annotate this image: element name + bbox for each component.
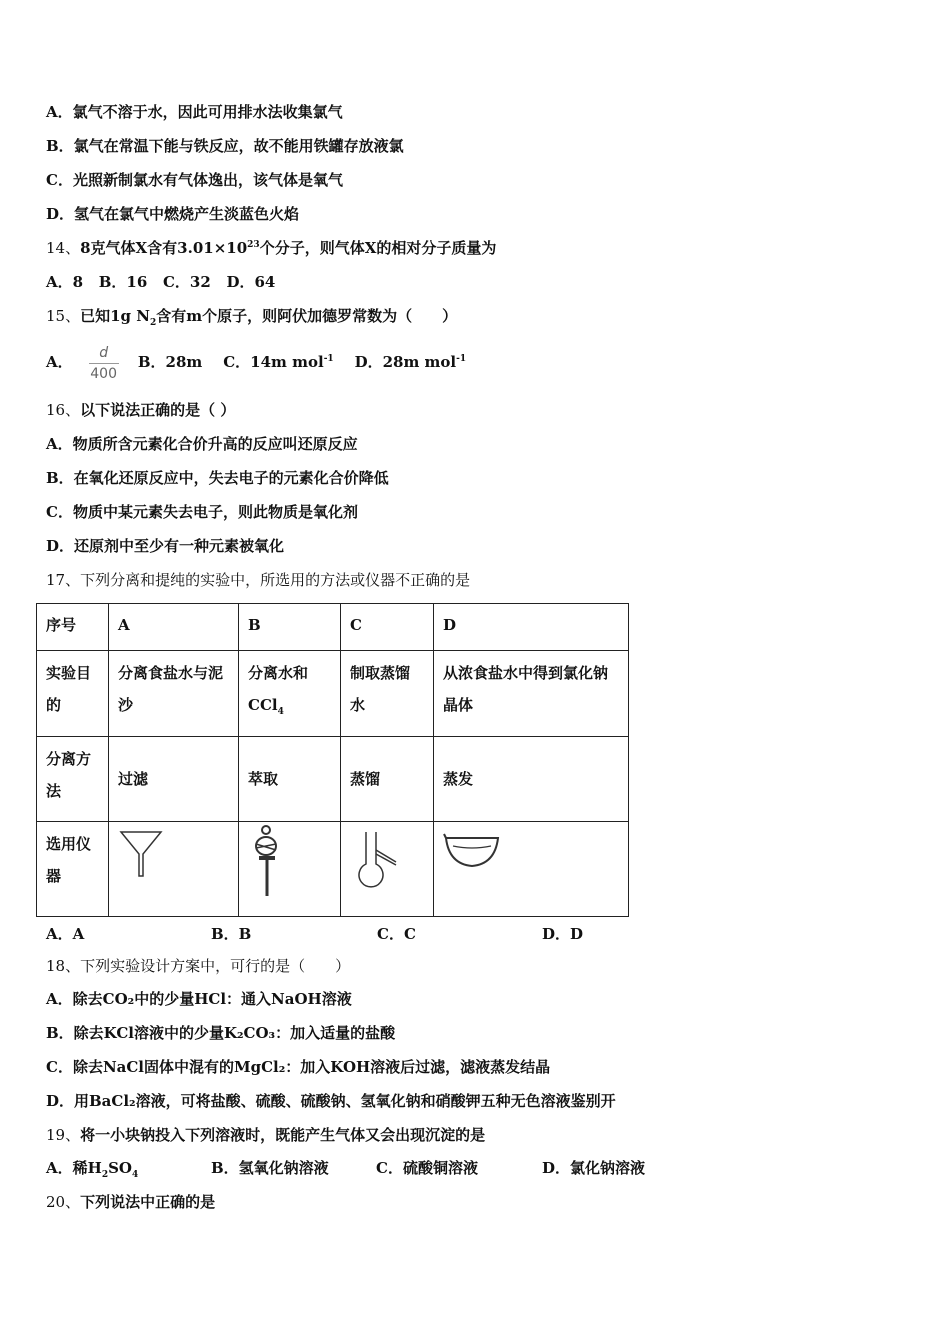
q15-text: 已知1g N xyxy=(80,307,150,325)
q16-text: 以下说法正确的是（ ） xyxy=(80,401,236,419)
q20-stem xyxy=(46,1192,215,1212)
option-text: A．稀H xyxy=(46,1159,102,1177)
option-text: SO xyxy=(108,1159,132,1177)
q15-number: 15、 xyxy=(46,307,81,325)
q18-option-c: C．除去NaCl固体中混有的MgCl₂：加入KOH溶液后过滤，滤液蒸发结晶 xyxy=(46,1058,551,1076)
q18-stem xyxy=(46,956,350,976)
q18-option-d: D．用BaCl₂溶液，可将盐酸、硫酸、硫酸钠、氢氧化钠和硝酸钾五种无色溶液鉴别开 xyxy=(46,1092,616,1110)
fraction-denominator: 400 xyxy=(90,365,117,382)
table-cell xyxy=(109,822,239,917)
q17-option-d: D．D xyxy=(542,925,584,943)
q16-number: 16、 xyxy=(46,401,81,419)
q13-option-b: B．氯气在常温下能与铁反应，故不能用铁罐存放液氯 xyxy=(46,137,404,155)
evaporating-dish-icon xyxy=(443,828,503,873)
table-cell: 萃取 xyxy=(239,737,341,822)
q13-option-c: C．光照新制氯水有气体逸出，该气体是氧气 xyxy=(46,171,343,189)
q17-table xyxy=(36,603,629,917)
q14-exponent: 23 xyxy=(247,240,260,250)
q19-number: 19、 xyxy=(46,1126,81,1144)
q18-number: 18、 xyxy=(46,957,81,975)
distillation-flask-icon xyxy=(350,828,400,898)
q14-stem xyxy=(46,238,496,258)
q15-stem xyxy=(46,306,457,326)
funnel-icon xyxy=(118,828,168,878)
q19-option-c: C．硫酸铜溶液 xyxy=(376,1159,478,1177)
table-cell: 蒸发 xyxy=(434,737,629,822)
q13-option-a: A．氯气不溶于水，因此可用排水法收集氯气 xyxy=(46,103,343,121)
q18-option-a: A．除去CO₂中的少量HCl：通入NaOH溶液 xyxy=(46,990,352,1008)
q17-stem xyxy=(46,570,470,590)
table-cell: 过滤 xyxy=(109,737,239,822)
q15-option-a-label: A． xyxy=(46,353,73,371)
table-cell: C xyxy=(341,604,434,651)
table-cell: B xyxy=(239,604,341,651)
q19-options xyxy=(46,1158,746,1178)
q17-text: 下列分离和提纯的实验中，所选用的方法或仪器不正确的是 xyxy=(80,571,471,589)
q18-text: 下列实验设计方案中，可行的是（ ） xyxy=(80,957,351,975)
separatory-funnel-icon xyxy=(248,824,288,899)
q15-option-d: D．28m mol xyxy=(354,353,457,371)
table-cell xyxy=(239,651,341,737)
q20-number: 20、 xyxy=(46,1193,81,1211)
unit-exponent: -1 xyxy=(456,354,467,364)
q15-option-a-fraction xyxy=(89,345,119,382)
table-cell: 分离方法 xyxy=(37,737,109,822)
q19-stem xyxy=(46,1125,485,1145)
q14-options: A．8 B．16 C．32 D．64 xyxy=(46,273,276,291)
table-cell: 蒸馏 xyxy=(341,737,434,822)
unit-exponent: -1 xyxy=(323,354,334,364)
q18-option-b: B．除去KCl溶液中的少量K₂CO₃：加入适量的盐酸 xyxy=(46,1024,396,1042)
q15-options xyxy=(46,340,466,384)
table-cell xyxy=(239,822,341,917)
q17-option-b: B．B xyxy=(211,925,252,943)
subscript: 2 xyxy=(101,1170,109,1180)
q20-text: 下列说法中正确的是 xyxy=(80,1193,216,1211)
subscript: 4 xyxy=(131,1170,139,1180)
table-cell xyxy=(434,822,629,917)
fraction-bar xyxy=(89,363,119,364)
q17-option-c: C．C xyxy=(377,925,416,943)
q15-option-b: B．28m xyxy=(137,353,203,371)
table-row-header xyxy=(37,604,629,651)
q19-option-d: D．氯化钠溶液 xyxy=(542,1159,646,1177)
table-cell: 实验目的 xyxy=(37,651,109,737)
q19-option-a xyxy=(46,1158,138,1178)
fraction-numerator: d xyxy=(99,344,109,361)
q16-option-a: A．物质所含元素化合价升高的反应叫还原反应 xyxy=(46,435,358,453)
table-row-apparatus xyxy=(37,822,629,917)
table-cell: A xyxy=(109,604,239,651)
q15-text-rest: 含有m个原子，则阿伏加德罗常数为（ ） xyxy=(156,307,458,325)
q16-option-c: C．物质中某元素失去电子，则此物质是氧化剂 xyxy=(46,503,358,521)
q19-text: 将一小块钠投入下列溶液时，既能产生气体又会出现沉淀的是 xyxy=(80,1126,486,1144)
q15-option-c: C．14m mol xyxy=(223,353,324,371)
table-cell: D xyxy=(434,604,629,651)
q13-option-d: D．氢气在氯气中燃烧产生淡蓝色火焰 xyxy=(46,205,300,223)
q16-option-d: D．还原剂中至少有一种元素被氧化 xyxy=(46,537,285,555)
q19-option-b: B．氢氧化钠溶液 xyxy=(211,1159,329,1177)
table-row-method xyxy=(37,737,629,822)
table-cell xyxy=(341,822,434,917)
q15-subscript: 2 xyxy=(149,318,157,328)
table-cell: 制取蒸馏水 xyxy=(341,651,434,737)
table-cell: 分离食盐水与泥沙 xyxy=(109,651,239,737)
table-cell: 序号 xyxy=(37,604,109,651)
cell-text: 分离水和CCl xyxy=(248,664,309,714)
q16-stem xyxy=(46,400,235,420)
q14-text-rest: 个分子，则气体X的相对分子质量为 xyxy=(259,239,497,257)
table-row-purpose xyxy=(37,651,629,737)
table-cell: 选用仪器 xyxy=(37,822,109,917)
q16-option-b: B．在氧化还原反应中，失去电子的元素化合价降低 xyxy=(46,469,389,487)
q14-text: 8克气体X含有3.01×10 xyxy=(80,239,248,257)
q14-number: 14、 xyxy=(46,239,81,257)
table-cell: 从浓食盐水中得到氯化钠晶体 xyxy=(434,651,629,737)
q17-option-a: A．A xyxy=(46,925,85,943)
subscript: 4 xyxy=(277,707,284,717)
q17-number: 17、 xyxy=(46,571,81,589)
